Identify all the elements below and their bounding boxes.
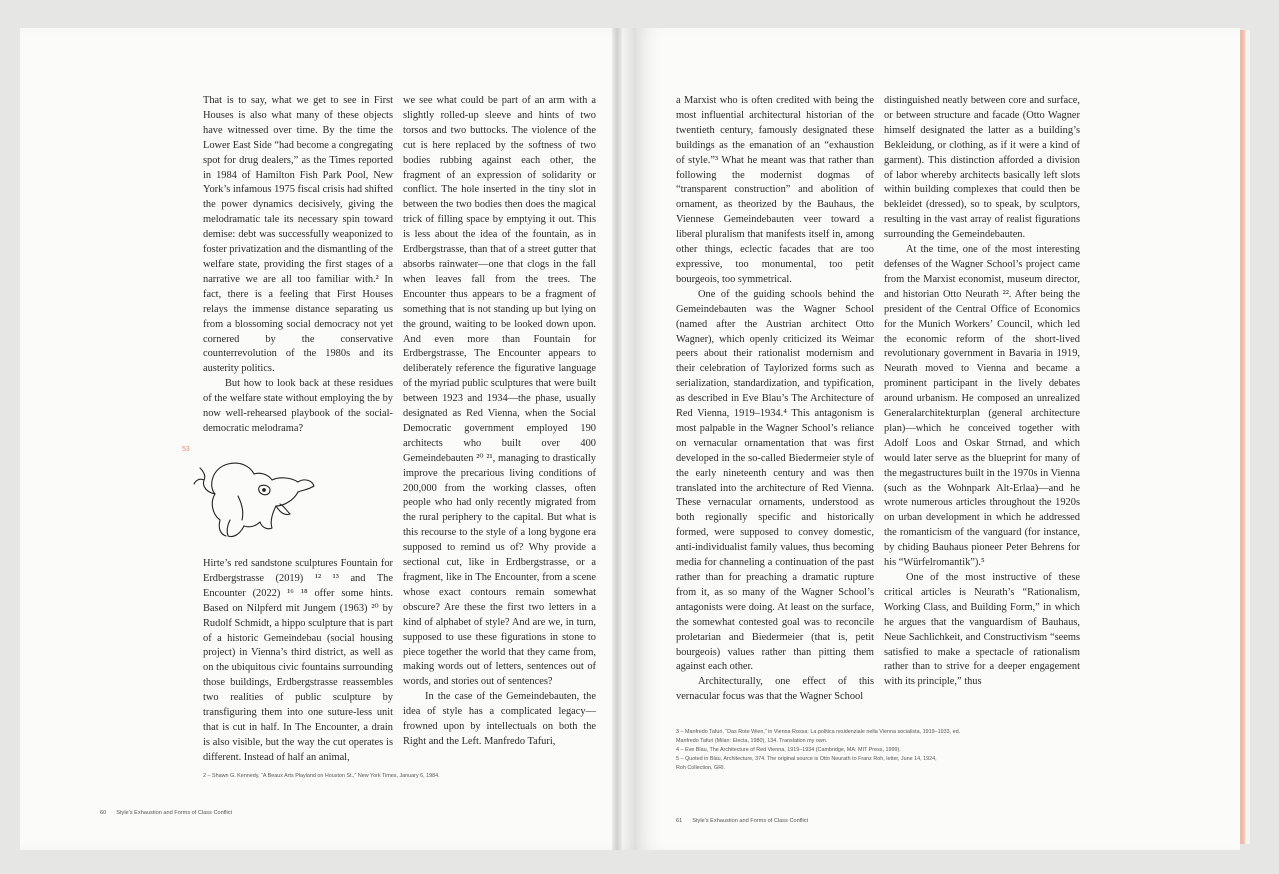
running-title: Style’s Exhaustion and Forms of Class Conflict (692, 818, 809, 824)
left-page-column-2 (403, 94, 596, 750)
right-page-column-1 (676, 94, 874, 705)
paragraph: distinguished neatly between core and surface, or between structure and facade (Otto Wagner himself designated the latter as a building’s Bekleidung, or clothing, as if it were a kind of garment). This distinction afforded a division of labor whereby architects basically left slots within building complexes that could then be bekleidet (dressed), so to speak, by sculptors, resulting in the vast array of realist figurations surrounding the Gemeindebauten. (884, 95, 1080, 241)
left-page-column-1 (203, 94, 393, 437)
paragraph: But how to look back at these residues of the welfare state without employing the by now well-rehearsed playbook of the social-democratic melodrama? (203, 378, 393, 434)
left-page-folio (100, 810, 242, 816)
running-title: Style’s Exhaustion and Forms of Class Conflict (116, 810, 233, 816)
paragraph: we see what could be part of an arm with a slightly rolled-up sleeve and hints of two torsos and two buttocks. The violence of the cut is here replaced by the softness of two bodies rubbing against each other, the fragment of an expression of solidarity or conflict. The hole inserted in the tiny slot in between the two bodies then does the magical trick of filling space by emptying it out. This is less about the idea of the fountain, as in Erdbergstrasse, than that of a street gutter that absorbs rainwater—one that clogs in the fall when leaves fall from the trees. The Encounter thus appears to be a fragment of something that is not standing up but lying on the ground, waiting to be looked down upon. And even more than Fountain for Erdbergstrasse, The Encounter appears to deliberately reference the figurative language of the myriad public sculptures that were built between 1923 and 1934—the phase, usually designated as Red Vienna, when the Social Democratic government employed 190 architects who built over 400 Gemeindebauten ²⁰ ²¹, managing to drastically improve the precarious living conditions of 200,000 from the working classes, often people who had only recently migrated from the rural periphery to the capital. But what is this recourse to the style of a long bygone era supposed to remind us of? Why provide a sectional cut, like in Erdbergstrasse, or a fragment, like in The Encounter, from a scene whose exact contours remain somewhat obscure? Are these the first two letters in a kind of alphabet of style? And are we, in turn, supposed to use these figurations in stone to piece together the world that they came from, making words out of letters, sentences out of words, and stories out of sentences? (403, 95, 596, 688)
hippo-sketch-illustration (180, 456, 320, 546)
book-gutter-fold (612, 28, 622, 850)
paragraph: That is to say, what we get to see in First Houses is also what many of these objects have witnessed over time. By the time the Lower East Side “had become a congregating spot for drug dealers,” as the Times reported in 1984 of Hamilton Fish Park Pool, New York’s infamous 1975 fiscal crisis had shifted the power dynamics decisively, giving the melodramatic tale its necessary spin toward demise: debt was successfully weaponized to foster privatization and the dismantling of the welfare state, providing the first stages of a narrative we are all too familiar with.² In fact, there is a feeling that First Houses relays the immense distance separating us from a blossoming social democracy not yet cornered by the conservative counterrevolution of the 1980s and its austerity politics. (203, 95, 393, 375)
paragraph: Architecturally, one effect of this vernacular focus was that the Wagner School (676, 676, 874, 703)
book-spread (20, 28, 1245, 850)
right-page-footnotes (676, 728, 1096, 773)
paragraph: In the case of the Gemeindebauten, the idea of style has a complicated legacy—frowned upon by intellectuals on both the Right and the Left. Manfredo Tafuri, (403, 691, 596, 747)
footnote: 5 – Quoted in Blau, Architecture, 374. The original source is Otto Neurath to Franz Roh, letter, June 14, 1924, (676, 756, 937, 762)
paragraph: a Marxist who is often credited with being the most influential architectural historian of the twentieth century, famously designated these buildings as the emanation of an “exhaustion of style.”³ What he meant was that rather than following the modernist dogmas of “transparent construction” and abolition of ornament, as theorized by the Bauhaus, the Viennese Gemeindebauten veer toward a liberal pluralism that manifests itself in, among other things, eclectic facades that are too expressive, too monumental, too petit bourgeois, too symmetrical. (676, 95, 874, 285)
paragraph: At the time, one of the most interesting defenses of the Wagner School’s project came from the Marxist economist, museum director, and historian Otto Neurath ²². After being the president of the Central Office of Economics for the Munich Workers’ Council, which led the economic reform of the short-lived revolutionary government in Bavaria in 1919, Neurath moved to Vienna and became a prominent participant in the lively debates around urbanism. He composed an unrealized Generalarchitekturplan (general architecture plan)—which he conceived together with Adolf Loos and Oskar Strnad, and which would later serve as the blueprint for many of the megastructures built in the 1970s in Vienna (such as the Wohnpark Alt-Erlaa)—and he wrote numerous articles throughout the 1920s on urban development in which he addressed the romanticism of the vanguard (for instance, by chiding Bauhaus pioneer Peter Behrens for his “Würfelromantik”).⁵ (884, 244, 1080, 569)
figure-caption-column (203, 557, 393, 766)
footnote: Manfredo Tafuri (Milan: Electa, 1980), 134. Translation my own. (676, 738, 828, 744)
left-page (20, 28, 636, 850)
footnote: 4 – Eve Blau, The Architecture of Red Vienna, 1919–1934 (Cambridge, MA: MIT Press, 1999). (676, 747, 901, 753)
right-page (636, 28, 1240, 850)
right-page-folio (676, 818, 818, 824)
figure-number: 53 (182, 446, 190, 453)
paragraph: One of the most instructive of these critical articles is Neurath’s “Rationalism, Working Class, and Building Form,” in which he argues that the vanguardism of Bauhaus, Neue Sachlichkeit, and Constructivism “seems satisfied to make a spectacle of rationalism rather than to strive for a deeper engagement with its principle,” thus (884, 572, 1080, 688)
footnote: 3 – Manfredo Tafuri, “Das Rote Wien,” in Vienna Rossa: La politica residenziale nella Vienna socialista, 1919–1933, ed. (676, 729, 961, 735)
footnote: 2 – Shawn G. Kennedy, “A Beaux Arts Playland on Houston St.,” New York Times, January 6, 1984. (203, 773, 440, 779)
left-page-footnotes (203, 772, 603, 781)
paragraph: One of the guiding schools behind the Gemeindebauten was the Wagner School (named after the Austrian architect Otto Wagner), which openly criticized its Weimar peers about their rationalist modernism and their celebration of Taylorized forms such as serialization, standardization, and typification, as described in Eve Blau’s The Architecture of Red Vienna, 1919–1934.⁴ This antagonism is most palpable in the Wagner School’s reliance on vernacular ornamentation that was first developed in the so-called Biedermeier style of the early nineteenth century and was then translated into the architecture of Red Vienna. These vernacular ornaments, understood as both regionally specific and historically formed, were supposed to convey domestic, anti-individualist family values, thus becoming media for channeling a continuation of the past rather than for preaching a dramatic rupture from it, as so many of the Wagner School’s antagonists were doing. At least on the surface, the somewhat contested goal was to reconcile proletarian and Biedermeier (that is, petit bourgeois) values rather than pitting them against each other. (676, 288, 874, 673)
right-page-column-2 (884, 94, 1080, 690)
footnote: Roh Collection, GRI. (676, 765, 726, 771)
page-number: 61 (676, 818, 683, 824)
page-number: 60 (100, 810, 107, 816)
figure-caption: Hirte’s red sandstone sculptures Fountain for Erdbergstrasse (2019) ¹² ¹³ and The Encounter (2022) ¹⁶ ¹⁸ offer some hints. Based on Nilpferd mit Jungem (1963) ²⁰ by Rudolf Schmidt, a hippo sculpture that is part of a historic Gemeindebau (social housing project) in Vienna’s third district, as well as on the ubiquitous civic fountains surrounding those buildings, Erdbergstrasse reassembles two realities of public sculpture by transfiguring them into one suture-less unit that is cut in half. In The Encounter, a drain is also visible, but the way the cut operates is different. Instead of half an animal, (203, 558, 393, 763)
